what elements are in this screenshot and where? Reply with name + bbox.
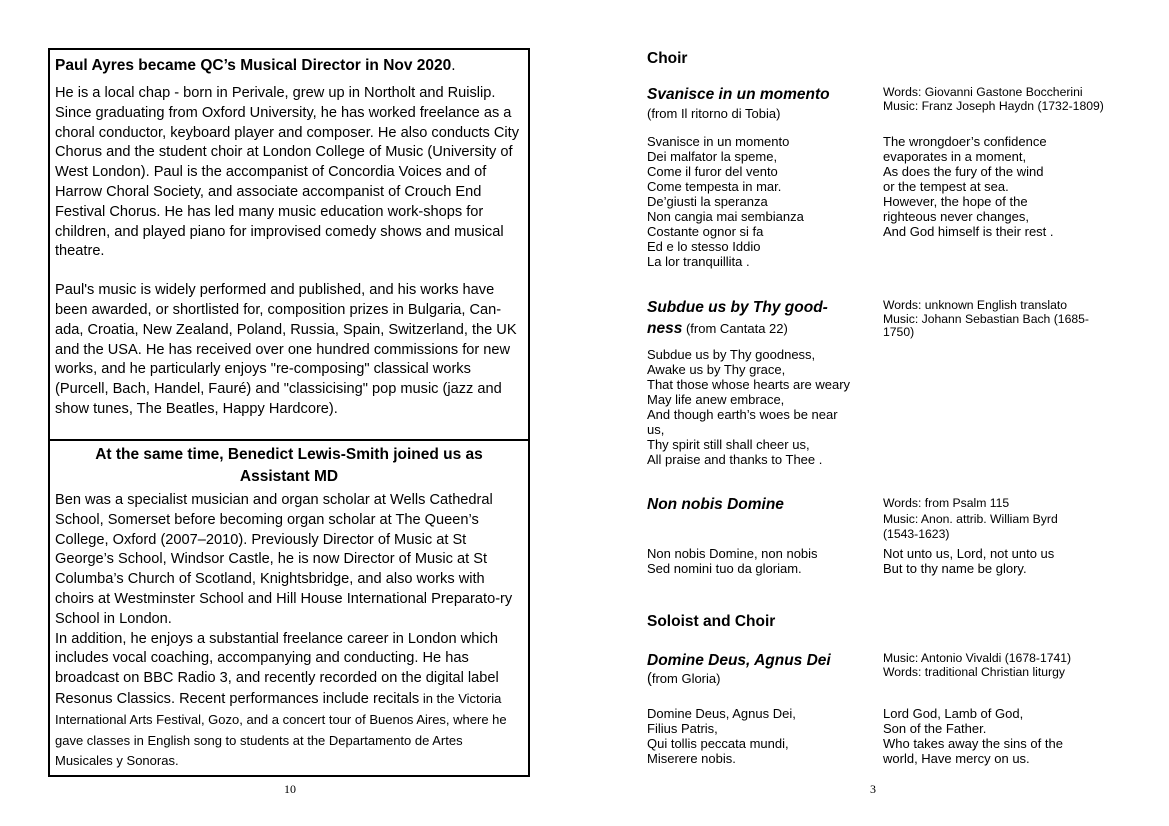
song-title: Svanisce in un momento bbox=[647, 86, 830, 103]
bio-heading: Paul Ayres became QC’s Musical Director in Nov 2020. bbox=[55, 57, 456, 74]
song-credits: Words: Giovanni Gastone Boccherini Music: Franz Joseph Haydn (1732-1809) bbox=[883, 85, 1104, 113]
lyrics-translation: The wrongdoer’s confidence evaporates in a moment, As does the fury of the wind or the tempest at sea. However, the hope of the righteous never changes, And God himself is their rest . bbox=[883, 134, 1054, 239]
lyrics-original: Domine Deus, Agnus Dei, Filius Patris, Qui tollis peccata mundi, Miserere nobis. bbox=[647, 706, 796, 766]
bio-paragraph: He is a local chap - born in Perivale, grew up in Northolt and Ruislip. Since graduating from Oxford University, he has worked freelance as a choral conductor, keyboard player and composer. He also conducts City Chorus and the student choir at London College of Music (University of West London). Paul is the accompanist of Concordia Voices and of Harrow Choral Society, and associate accompanist of Crouch End Festival Chorus. He has led many music education work-shops for children, and played piano for improvised comedy shows and musical theatre. bbox=[55, 85, 520, 260]
song-source: (from Gloria) bbox=[647, 671, 721, 687]
song-source: (from Il ritorno di Tobia) bbox=[647, 106, 781, 121]
song-credits: Words: from Psalm 115 Music: Anon. attrib. William Byrd (1543-1623) bbox=[883, 496, 1058, 541]
lyrics-translation: Lord God, Lamb of God, Son of the Father. Who takes away the sins of the world, Have mercy on us. bbox=[883, 706, 1063, 766]
page-number: 3 bbox=[870, 782, 876, 796]
page-number: 10 bbox=[284, 782, 296, 796]
bio-paragraph: Paul's music is widely performed and published, and his works have been awarded, or shortlisted for, composition prizes in Bulgaria, Can-ada, Croatia, New Zealand, Poland, Russia, Spain, Switzerland, the UK and the USA. He has received over one hundred commissions for new works, and he particularly enjoys "re-composing" classical works (Purcell, Bach, Handel, Fauré) and "classicising" pop music (jazz and show tunes, The Beatles, Happy Hardcore). bbox=[55, 282, 517, 417]
song-credits: Music: Antonio Vivaldi (1678-1741) Words: traditional Christian liturgy bbox=[883, 651, 1072, 679]
lyrics-original: Subdue us by Thy goodness, Awake us by Thy grace, That those whose hearts are weary May life anew embrace, And though earth’s woes be near us, Thy spirit still shall cheer us, All praise and thanks to Thee . bbox=[647, 347, 851, 467]
lyrics-original: Svanisce in un momento Dei malfator la speme, Come il furor del vento Come tempesta in mar. De’giusti la speranza Non cangia mai sembianza Costante ognor si fa Ed e lo stesso Iddio La lor tranquillita . bbox=[647, 134, 804, 269]
song-title: Subdue us by Thy good- ness (from Cantata 22) bbox=[647, 299, 828, 337]
section-heading: Soloist and Choir bbox=[647, 613, 776, 630]
bio-paragraph: In addition, he enjoys a substantial freelance career in London which includes vocal coaching, accompanying and conducting. He has broadcast on BBC Radio 3, and recently recorded on the digital label Resonus Classics. Recent performances include recitals in the Victoria International Arts Festival, Gozo, and a concert tour of Buenos Aires, where he gave classes in English song to students at the Departamento de Artes Musicales y Sonoras. bbox=[55, 630, 507, 769]
section-heading: Choir bbox=[647, 50, 688, 67]
song-title: Non nobis Domine bbox=[647, 496, 784, 513]
lyrics-original: Non nobis Domine, non nobis Sed nomini tuo da gloriam. bbox=[647, 546, 818, 576]
bio-heading: At the same time, Benedict Lewis-Smith joined us as Assistant MD bbox=[95, 446, 483, 485]
bio-box-paul-ayres bbox=[48, 48, 530, 441]
bio-paragraph: Ben was a specialist musician and organ scholar at Wells Cathedral School, Somerset before becoming organ scholar at The Queen’s College, Oxford (2007–2010). Previously Director of Music at St George’s School, Windsor Castle, he is now Director of Music at St Columba’s Church of Scotland, Knightsbridge, and also works with choirs at Westminster School and Hill House International Preparato-ry School in London. bbox=[55, 492, 513, 627]
lyrics-translation: Not unto us, Lord, not unto us But to thy name be glory. bbox=[883, 546, 1055, 576]
song-title: Domine Deus, Agnus Dei bbox=[647, 652, 831, 669]
bio-box-benedict-lewis-smith bbox=[48, 439, 530, 777]
song-credits: Words: unknown English translato Music: Johann Sebastian Bach (1685- 1750) bbox=[883, 298, 1089, 339]
